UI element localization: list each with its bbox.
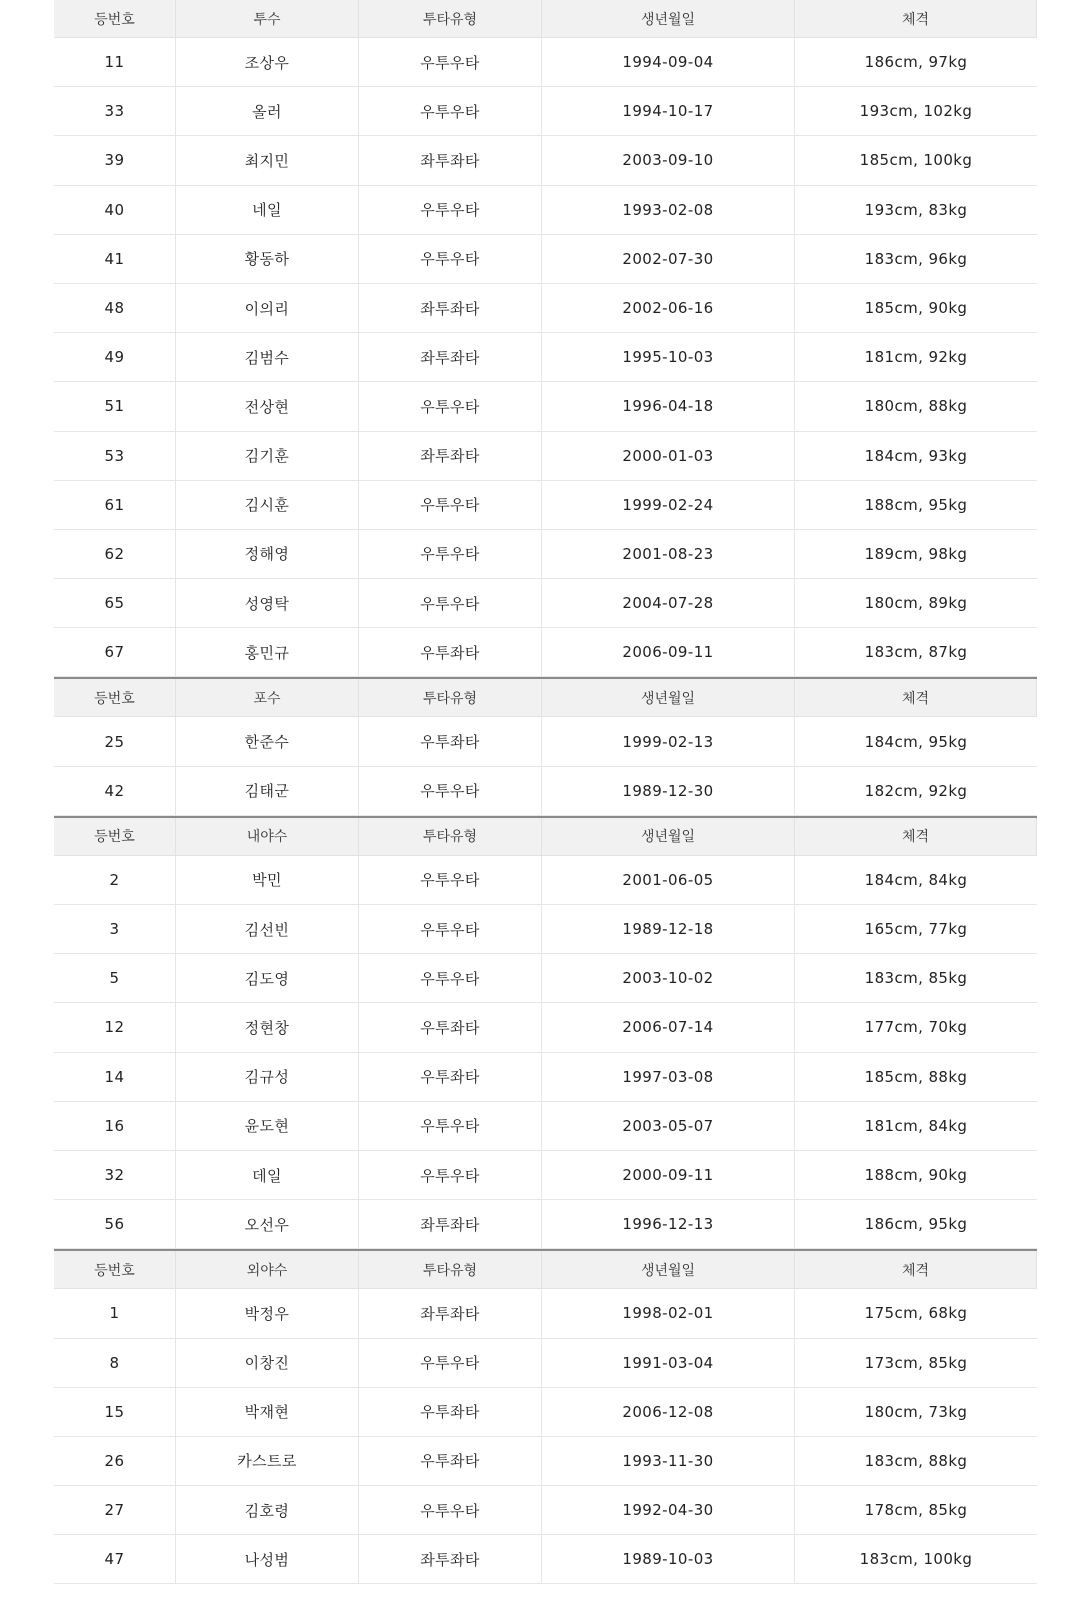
player-name: 황동하 [176,235,359,283]
throws-bats-header: 투타유형 [359,818,542,855]
player-name: 김범수 [176,333,359,381]
player-number: 25 [54,717,176,765]
player-physique: 188cm, 90kg [864,1166,968,1185]
player-name: 올러 [176,87,359,135]
player-throws-bats: 우투우타 [359,905,542,953]
player-number: 42 [54,767,176,815]
player-birthdate: 2004-07-28 [542,579,795,627]
player-throws-bats: 좌투좌타 [359,284,542,332]
player-name: 김선빈 [176,905,359,953]
position-header: 외야수 [176,1251,359,1288]
player-number: 62 [54,530,176,578]
player-throws-bats: 우투좌타 [359,1003,542,1051]
table-row [54,1053,1037,1102]
player-name: 김호령 [176,1486,359,1534]
player-number: 5 [54,954,176,1002]
birthdate-header: 생년월일 [542,1251,795,1288]
player-number: 26 [54,1437,176,1485]
roster-section [54,1249,1037,1584]
player-birthdate: 2000-01-03 [542,432,795,480]
player-throws-bats: 우투우타 [359,767,542,815]
player-number: 49 [54,333,176,381]
player-physique: 175cm, 68kg [864,1304,968,1323]
player-number: 40 [54,186,176,234]
player-birthdate: 2003-05-07 [542,1102,795,1150]
player-number: 39 [54,136,176,184]
player-birthdate: 2003-10-02 [542,954,795,1002]
player-physique: 183cm, 100kg [859,1550,973,1569]
position-header: 투수 [176,0,359,37]
player-physique: 180cm, 89kg [864,594,968,613]
player-physique: 165cm, 77kg [864,920,968,939]
table-row [54,905,1037,954]
player-name: 정해영 [176,530,359,578]
player-throws-bats: 우투우타 [359,1151,542,1199]
table-row [54,284,1037,333]
player-name: 이의리 [176,284,359,332]
player-throws-bats: 우투우타 [359,954,542,1002]
table-row [54,1200,1037,1249]
player-number: 1 [54,1289,176,1337]
player-throws-bats: 우투우타 [359,186,542,234]
number-header: 등번호 [54,1251,176,1288]
player-number: 15 [54,1388,176,1436]
player-physique: 180cm, 73kg [864,1402,968,1421]
player-number: 47 [54,1535,176,1583]
player-birthdate: 1999-02-24 [542,481,795,529]
player-throws-bats: 좌투좌타 [359,1535,542,1583]
player-physique: 182cm, 92kg [864,781,968,800]
roster-section [54,816,1037,1250]
player-throws-bats: 우투우타 [359,530,542,578]
player-name: 이창진 [176,1339,359,1387]
position-header: 포수 [176,679,359,716]
player-birthdate: 1989-10-03 [542,1535,795,1583]
player-throws-bats: 우투우타 [359,1486,542,1534]
table-row [54,1151,1037,1200]
player-throws-bats: 우투우타 [359,38,542,86]
player-throws-bats: 우투좌타 [359,628,542,676]
number-header: 등번호 [54,679,176,716]
player-number: 3 [54,905,176,953]
player-throws-bats: 좌투좌타 [359,333,542,381]
player-name: 성영탁 [176,579,359,627]
player-name: 카스트로 [176,1437,359,1485]
throws-bats-header: 투타유형 [359,679,542,716]
player-name: 네일 [176,186,359,234]
throws-bats-header: 투타유형 [359,1251,542,1288]
player-number: 16 [54,1102,176,1150]
player-throws-bats: 우투우타 [359,1339,542,1387]
player-physique: 186cm, 95kg [864,1215,968,1234]
player-throws-bats: 좌투좌타 [359,1289,542,1337]
roster-section [54,0,1037,677]
table-row [54,579,1037,628]
player-number: 56 [54,1200,176,1248]
table-row [54,954,1037,1003]
table-row [54,1535,1037,1584]
table-row [54,186,1037,235]
table-row [54,87,1037,136]
player-name: 홍민규 [176,628,359,676]
table-row [54,1437,1037,1486]
player-physique: 183cm, 85kg [864,969,968,988]
player-birthdate: 1999-02-13 [542,717,795,765]
player-birthdate: 1989-12-30 [542,767,795,815]
player-name: 박정우 [176,1289,359,1337]
player-throws-bats: 우투우타 [359,235,542,283]
table-row [54,235,1037,284]
player-throws-bats: 우투좌타 [359,717,542,765]
player-number: 8 [54,1339,176,1387]
player-throws-bats: 우투우타 [359,1102,542,1150]
player-birthdate: 1996-12-13 [542,1200,795,1248]
table-row [54,1003,1037,1052]
physique-header: 체격 [795,0,1037,37]
player-number: 65 [54,579,176,627]
player-birthdate: 1998-02-01 [542,1289,795,1337]
player-birthdate: 1994-10-17 [542,87,795,135]
player-throws-bats: 우투좌타 [359,1053,542,1101]
player-physique: 183cm, 87kg [864,643,968,662]
player-number: 53 [54,432,176,480]
table-row [54,717,1037,766]
player-birthdate: 2002-07-30 [542,235,795,283]
player-number: 41 [54,235,176,283]
player-number: 33 [54,87,176,135]
player-name: 오선우 [176,1200,359,1248]
player-birthdate: 1993-02-08 [542,186,795,234]
birthdate-header: 생년월일 [542,0,795,37]
physique-header: 체격 [795,1251,1037,1288]
table-row [54,136,1037,185]
player-name: 전상현 [176,382,359,430]
player-birthdate: 2001-08-23 [542,530,795,578]
physique-header: 체격 [795,818,1037,855]
player-physique: 181cm, 84kg [864,1116,968,1135]
table-row [54,1102,1037,1151]
player-physique: 185cm, 90kg [864,299,968,318]
player-name: 박민 [176,856,359,904]
player-birthdate: 1997-03-08 [542,1053,795,1101]
player-birthdate: 1994-09-04 [542,38,795,86]
table-header-row [54,1251,1037,1289]
table-header-row [54,818,1037,856]
player-number: 32 [54,1151,176,1199]
player-number: 11 [54,38,176,86]
player-name: 최지민 [176,136,359,184]
player-birthdate: 2003-09-10 [542,136,795,184]
player-throws-bats: 좌투좌타 [359,1200,542,1248]
player-number: 27 [54,1486,176,1534]
physique-header: 체격 [795,679,1037,716]
table-row [54,856,1037,905]
player-physique: 184cm, 95kg [864,732,968,751]
number-header: 등번호 [54,818,176,855]
table-row [54,432,1037,481]
player-throws-bats: 우투우타 [359,481,542,529]
player-physique: 173cm, 85kg [864,1353,968,1372]
table-row [54,38,1037,87]
player-birthdate: 1991-03-04 [542,1339,795,1387]
player-birthdate: 1993-11-30 [542,1437,795,1485]
player-number: 12 [54,1003,176,1051]
roster-table [54,0,1037,1584]
player-throws-bats: 우투우타 [359,856,542,904]
table-row [54,481,1037,530]
player-birthdate: 2006-07-14 [542,1003,795,1051]
birthdate-header: 생년월일 [542,818,795,855]
table-row [54,530,1037,579]
player-physique: 186cm, 97kg [864,53,968,72]
player-physique: 188cm, 95kg [864,495,968,514]
player-physique: 193cm, 83kg [864,200,968,219]
player-name: 김도영 [176,954,359,1002]
table-row [54,333,1037,382]
player-name: 김기훈 [176,432,359,480]
player-physique: 183cm, 88kg [864,1451,968,1470]
number-header: 등번호 [54,0,176,37]
roster-section [54,677,1037,815]
player-birthdate: 2006-09-11 [542,628,795,676]
player-birthdate: 2006-12-08 [542,1388,795,1436]
player-physique: 177cm, 70kg [864,1018,968,1037]
player-birthdate: 1995-10-03 [542,333,795,381]
table-row [54,1289,1037,1338]
player-physique: 183cm, 96kg [864,249,968,268]
table-row [54,1486,1037,1535]
player-physique: 181cm, 92kg [864,348,968,367]
table-row [54,1388,1037,1437]
table-row [54,1339,1037,1388]
throws-bats-header: 투타유형 [359,0,542,37]
player-number: 2 [54,856,176,904]
player-name: 김태군 [176,767,359,815]
player-name: 김시훈 [176,481,359,529]
player-birthdate: 1996-04-18 [542,382,795,430]
player-physique: 180cm, 88kg [864,397,968,416]
player-birthdate: 2002-06-16 [542,284,795,332]
player-birthdate: 1989-12-18 [542,905,795,953]
player-birthdate: 2001-06-05 [542,856,795,904]
birthdate-header: 생년월일 [542,679,795,716]
position-header: 내야수 [176,818,359,855]
table-header-row [54,679,1037,717]
player-number: 14 [54,1053,176,1101]
table-header-row [54,0,1037,38]
table-row [54,628,1037,677]
player-name: 데일 [176,1151,359,1199]
player-number: 67 [54,628,176,676]
player-throws-bats: 우투좌타 [359,1437,542,1485]
player-physique: 184cm, 93kg [864,446,968,465]
player-throws-bats: 우투좌타 [359,1388,542,1436]
player-throws-bats: 우투우타 [359,382,542,430]
player-name: 한준수 [176,717,359,765]
player-physique: 178cm, 85kg [864,1501,968,1520]
player-throws-bats: 우투우타 [359,87,542,135]
player-throws-bats: 우투우타 [359,579,542,627]
player-physique: 189cm, 98kg [864,544,968,563]
player-physique: 184cm, 84kg [864,870,968,889]
player-name: 김규성 [176,1053,359,1101]
player-physique: 193cm, 102kg [859,102,973,121]
table-row [54,382,1037,431]
player-name: 박재현 [176,1388,359,1436]
player-name: 윤도현 [176,1102,359,1150]
player-number: 48 [54,284,176,332]
table-row [54,767,1037,816]
player-number: 61 [54,481,176,529]
player-number: 51 [54,382,176,430]
player-birthdate: 1992-04-30 [542,1486,795,1534]
player-throws-bats: 좌투좌타 [359,432,542,480]
player-birthdate: 2000-09-11 [542,1151,795,1199]
player-name: 조상우 [176,38,359,86]
player-physique: 185cm, 100kg [859,151,973,170]
player-physique: 185cm, 88kg [864,1067,968,1086]
player-name: 나성범 [176,1535,359,1583]
player-throws-bats: 좌투좌타 [359,136,542,184]
player-name: 정현창 [176,1003,359,1051]
